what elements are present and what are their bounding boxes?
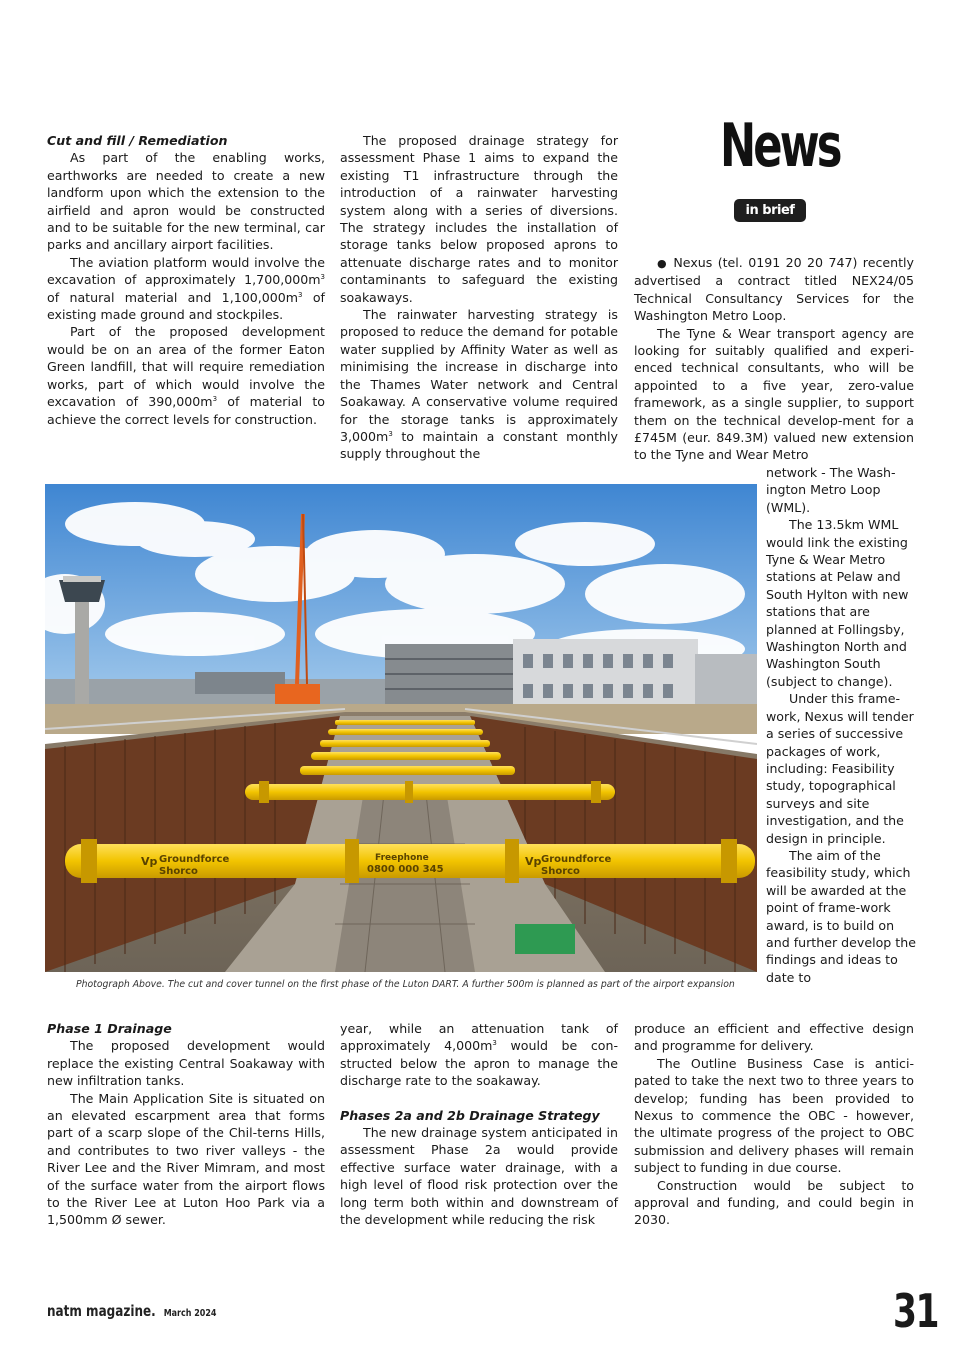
paragraph: The new drainage system anticipated in assessment Phase 2a would provide effective surface water drainage, with a high level of flood risk protection over the long term both within and downstream of the development while reducing the risk — [340, 1125, 618, 1228]
in-brief-badge: in brief — [734, 199, 806, 222]
paragraph: The Tyne & Wear transport agency are looking for suitably qualified and experi-enced technical consultants, who will be appointed to a five year, zero-value framework, as a single supplier, to support them on the technical develop-ment for a £745M (eur. 849.3M) valued new extension to the Tyne and Wear Metro — [634, 325, 914, 463]
column-3-top — [634, 254, 914, 464]
paragraph: The aim of the feasibility study, which will be awarded at the point of frame-work award, is to build on and further develop the findings and ideas to date to — [766, 847, 916, 985]
paragraph: The aviation platform would involve the excavation of approximately $1,700,000m^3$ of natural material and $1,100,000m^3$ of existing made ground and stockpiles. — [47, 254, 325, 323]
photo-caption: Photograph Above. The cut and cover tunnel on the first phase of the Luton DART. A further 500m is planned as part of the airport expansion — [76, 979, 735, 990]
strut-brand-text: Groundforce — [159, 854, 230, 865]
strut-brand-text: Groundforce — [541, 854, 612, 865]
paragraph: Construction would be subject to approval and funding, and could begin in 2030. — [634, 1177, 914, 1228]
strut-brand-text: Shorco — [159, 866, 198, 877]
section-heading-phases-2a-2b: Phases 2a and 2b Drainage Strategy — [340, 1107, 600, 1123]
paragraph: ● Nexus (tel. 0191 20 20 747) recently advertised a contract titled NEX24/05 Technical Consultancy Services for the Washington Metro Loop. — [634, 255, 914, 324]
strut-phone-text: 0800 000 345 — [367, 864, 444, 875]
paragraph: The proposed drainage strategy for assessment Phase 1 aims to expand the existing T1 infrastructure through the introduction of a rainwater harvesting system along with a series of diversions. The strategy includes the installation of storage tanks below proposed aprons to attenuate discharge rates and to monitor contaminants to safeguard the existing soakaways. — [340, 133, 618, 305]
vp-logo-icon: Vp — [525, 855, 542, 868]
section-heading-cut-and-fill: Cut and fill / Remediation — [47, 133, 228, 148]
paragraph: The Main Application Site is situated on an elevated escarpment area that forms part of a scarp slope of the Chil-terns Hills, and contributes to two river valleys - the River Lee and the River Mimram, and most of the surface water from the airport flows to the River Lee at Luton Hoo Park via a 1,500mm Ø sewer. — [47, 1090, 325, 1228]
footer-magazine-name: natm magazine. March 2024 — [47, 1302, 217, 1320]
paragraph: network - The Wash-ington Metro Loop (WML). — [766, 465, 896, 515]
column-3-bottom — [634, 1020, 914, 1229]
column-2-bottom — [340, 1020, 618, 1228]
news-title: News — [720, 111, 840, 181]
page-number: 31 — [893, 1284, 939, 1338]
paragraph: As part of the enabling works, earthworks are needed to create a new landform upon which the extension to the airfield and apron would be constructed and to be suitable for the new terminal, car parks and ancillary airport facilities. — [47, 150, 325, 253]
column-1-top — [47, 132, 325, 428]
strut-brand-text: Shorco — [541, 866, 580, 877]
paragraph: Under this frame-work, Nexus will tender a series of successive packages of work, including: Feasibility study, topographical surveys and site investigation, and the design in principle. — [766, 691, 914, 846]
paragraph: year, while an attenuation tank of approximately $4,000m^3$ would be con-structed below the apron to manage the discharge rate to the soakaway. — [340, 1021, 618, 1089]
paragraph: produce an efficient and effective design and programme for delivery. — [634, 1021, 914, 1054]
bullet-icon: ● — [657, 257, 668, 270]
paragraph: The rainwater harvesting strategy is proposed to reduce the demand for potable water supplied by Affinity Water as well as minimising the increase in discharge into the Thames Water network and Central Soakaway. A conservative volume required for the storage tanks is approximately $3,000m^3$ to maintain a constant monthly supply throughout the — [340, 307, 618, 462]
column-3-narrow — [766, 464, 918, 986]
column-2-top — [340, 132, 618, 463]
construction-photo — [45, 484, 757, 972]
paragraph: The proposed development would replace the existing Central Soakaway with new infiltration tanks. — [47, 1038, 325, 1089]
paragraph: Part of the proposed development would be on an area of the former Eaton Green landfill, that will require remediation works, part of which would involve the excavation of $390,000m^3$ of material to achieve the correct levels for construction. — [47, 324, 326, 427]
paragraph: The 13.5km WML would link the existing Tyne & Wear Metro stations at Pelaw and South Hylton with new stations that are planned at Follingsby, Washington North and Washington South (subject to change). — [766, 517, 909, 689]
section-heading-phase-1-drainage: Phase 1 Drainage — [47, 1021, 172, 1036]
strut-freephone-text: Freephone — [375, 853, 429, 863]
column-1-bottom — [47, 1020, 325, 1229]
footer-date: March 2024 — [163, 1308, 217, 1319]
paragraph: The Outline Business Case is antici-pated to take the next two to three years to develop; funding has been provided to Nexus to commence the OBC - however, the ultimate progress of the project to OBC submission and delivery phases will remain subject to funding in due course. — [634, 1055, 914, 1176]
vp-logo-icon: Vp — [141, 855, 158, 868]
